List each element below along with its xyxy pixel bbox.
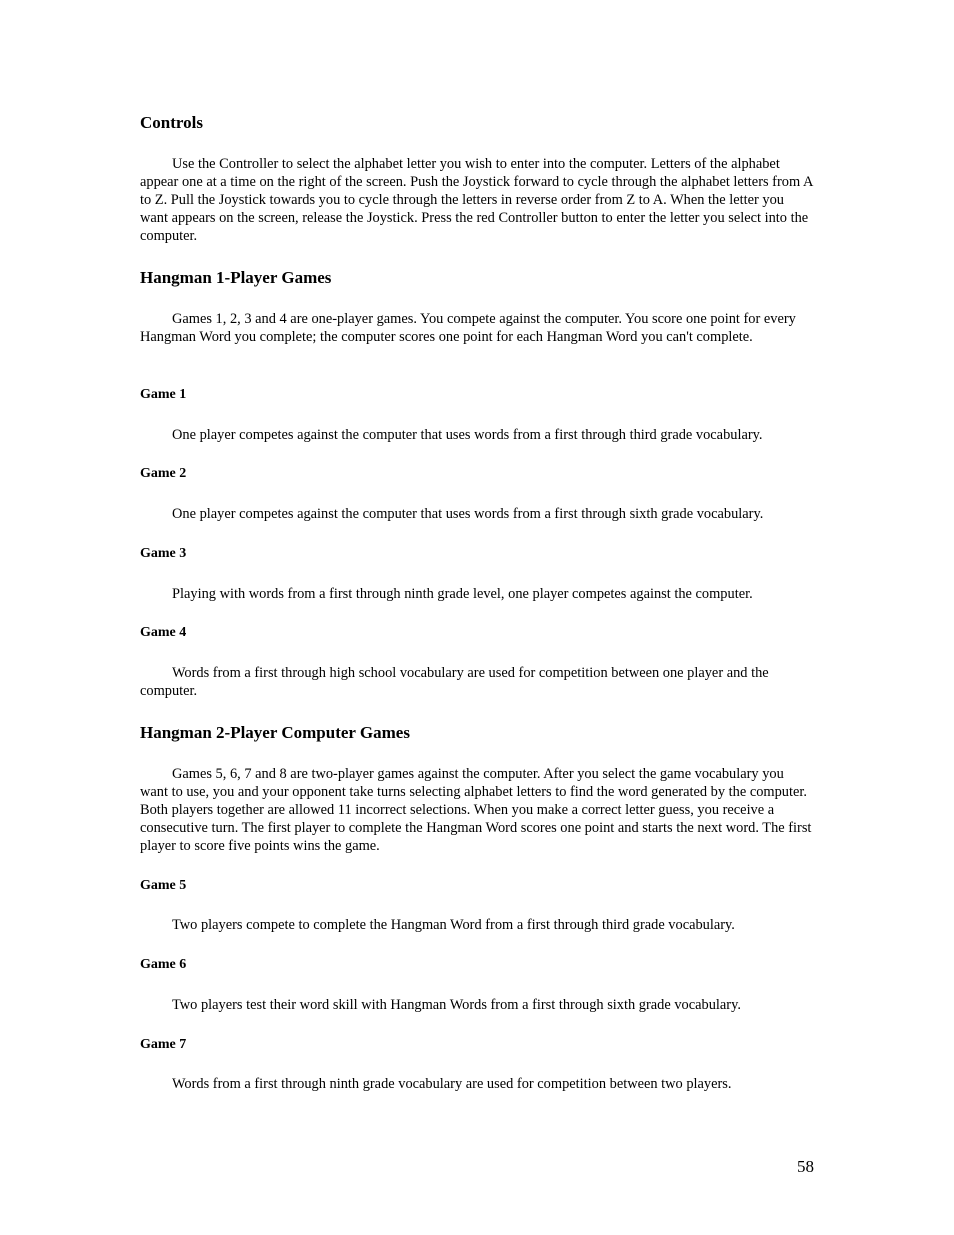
game-1-heading: Game 1 (140, 387, 187, 402)
game-5-description: Two players compete to complete the Hangman Word from a first through third grade vocabulary. (172, 917, 735, 933)
game-4-description: Words from a first through high school vocabulary are used for competition between one player and the computer. (140, 665, 769, 699)
section-heading-1-player: Hangman 1-Player Games (140, 268, 332, 287)
game-5-heading: Game 5 (140, 878, 187, 893)
2-player-intro-paragraph: Games 5, 6, 7 and 8 are two-player games against the computer. After you select the game vocabulary you want to use, you and your opponent take turns selecting alphabet letters to find the word generated by the computer. Both players together are allowed 11 incorrect selections. When you make a correct letter guess, you receive a consecutive turn. The first player to complete the Hangman Word scores one point and starts the next word. The first player to score five points wins the game. (140, 766, 812, 854)
section-heading-controls: Controls (140, 113, 203, 132)
document-page (140, 0, 814, 1235)
game-2-heading: Game 2 (140, 466, 187, 481)
game-7-heading: Game 7 (140, 1037, 187, 1052)
game-4-heading: Game 4 (140, 625, 187, 640)
game-3-description: Playing with words from a first through ninth grade level, one player competes against the computer. (172, 586, 753, 602)
game-6-heading: Game 6 (140, 957, 187, 972)
game-7-description: Words from a first through ninth grade vocabulary are used for competition between two players. (172, 1076, 732, 1092)
game-6-description: Two players test their word skill with Hangman Words from a first through sixth grade vocabulary. (172, 997, 741, 1013)
1-player-intro-paragraph: Games 1, 2, 3 and 4 are one-player games. You compete against the computer. You score one point for every Hangman Word you complete; the computer scores one point for each Hangman Word you can't complete. (140, 311, 796, 345)
section-heading-2-player: Hangman 2-Player Computer Games (140, 723, 410, 742)
page-number: 58 (797, 1157, 814, 1176)
controls-paragraph: Use the Controller to select the alphabet letter you wish to enter into the computer. Letters of the alphabet appear one at a time on the right of the screen. Push the Joystick forward to cycle through the alphabet letters from A to Z. Pull the Joystick towards you to cycle through the letters in reverse order from Z to A. When the letter you want appears on the screen, release the Joystick. Press the red Controller button to enter the letter you select into the computer. (140, 156, 813, 244)
game-3-heading: Game 3 (140, 546, 187, 561)
game-1-description: One player competes against the computer that uses words from a first through third grade vocabulary. (172, 427, 763, 443)
game-2-description: One player competes against the computer that uses words from a first through sixth grade vocabulary. (172, 506, 764, 522)
